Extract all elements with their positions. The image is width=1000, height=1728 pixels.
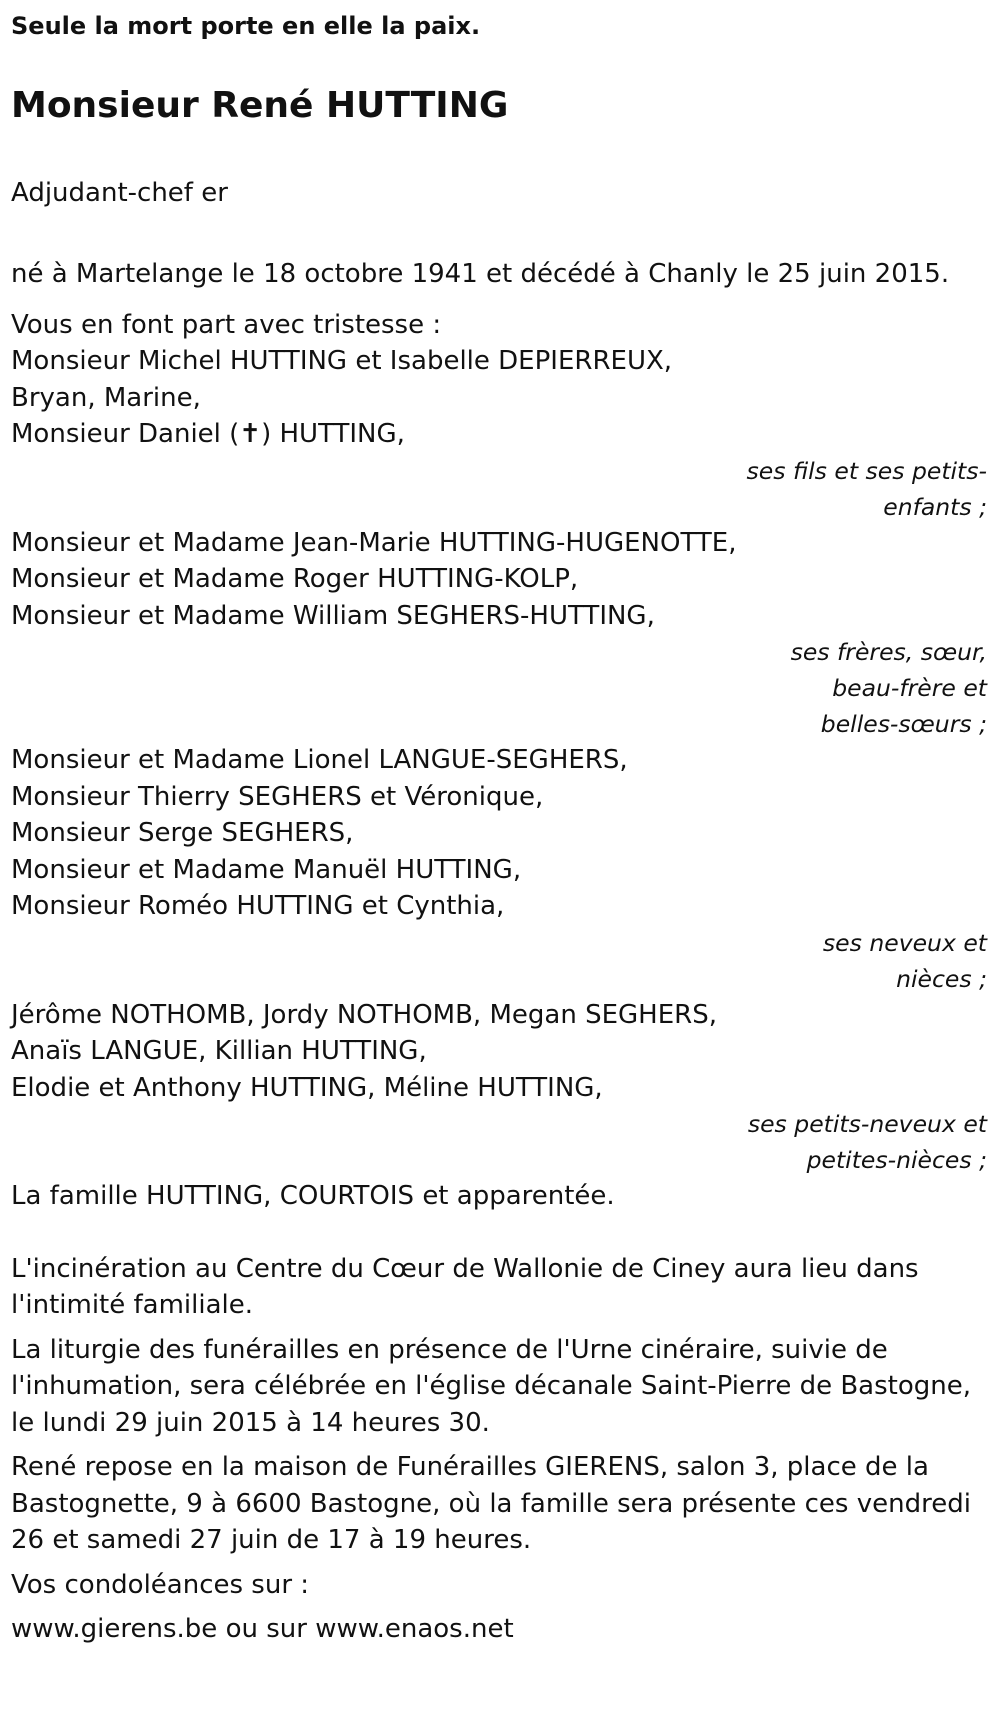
relation-label: ses petits-neveux et petites-nièces ; (747, 1110, 987, 1174)
relation-label: ses neveux et nièces ; (822, 928, 987, 993)
family-member-line: Monsieur et Madame Jean-Marie HUTTING-HUGENOTTE, (11, 527, 737, 558)
condolences-links[interactable]: www.gierens.be ou sur www.enaos.net (11, 1614, 514, 1644)
family-member-line: Monsieur et Madame Manuël HUTTING, (11, 854, 522, 885)
epigraph: Seule la mort porte en elle la paix. (11, 12, 481, 40)
family-group-siblings (11, 525, 991, 743)
family-member-line: Monsieur Thierry SEGHERS et Véronique, (11, 781, 544, 812)
family-member-line: Monsieur Michel HUTTING et Isabelle DEPIERREUX, (11, 346, 673, 376)
family-member-line: Jérôme NOTHOMB, Jordy NOTHOMB, Megan SEGHERS, (11, 999, 717, 1030)
family-member-line: Monsieur Daniel (✝) HUTTING, (11, 419, 405, 449)
deceased-name: Monsieur René HUTTING (11, 85, 509, 126)
deceased-rank: Adjudant-chef er (11, 178, 228, 208)
intro-line: Vous en font part avec tristesse : (11, 309, 442, 340)
family-member-line: Elodie et Anthony HUTTING, Méline HUTTING, (11, 1072, 603, 1103)
cremation-paragraph: L'incinération au Centre du Cœur de Wallonie de Ciney aura lieu dans l'intimité familiale. (11, 1253, 919, 1320)
family-member-line: Monsieur Roméo HUTTING et Cynthia, (11, 891, 505, 921)
repose-paragraph: René repose en la maison de Funérailles GIERENS, salon 3, place de la Bastognette, 9 à 6600 Bastogne, où la famille sera présente ces vendredi 26 et samedi 27 juin de 17 à 19 heures. (11, 1452, 971, 1555)
relation-label: ses frères, sœur, beau-frère et belles-sœurs ; (790, 638, 987, 738)
family-member-line: Bryan, Marine, (11, 382, 201, 413)
family-member-line: Monsieur Serge SEGHERS, (11, 818, 354, 848)
family-member-line: Monsieur et Madame Lionel LANGUE-SEGHERS, (11, 745, 628, 775)
family-member-line: Monsieur et Madame William SEGHERS-HUTTING, (11, 600, 655, 631)
family-group-sons (11, 343, 991, 525)
liturgy-paragraph: La liturgie des funérailles en présence de l'Urne cinéraire, suivie de l'inhumation, sera célébrée en l'église décanale Saint-Pierre de Bastogne, le lundi 29 juin 2015 à 14 heures 30. (11, 1334, 972, 1438)
family-group-nephews (11, 742, 991, 997)
birth-death-line: né à Martelange le 18 octobre 1941 et décédé à Chanly le 25 juin 2015. (11, 259, 950, 289)
condolences-label: Vos condoléances sur : (11, 1569, 310, 1600)
announcement-body (11, 256, 991, 1648)
family-line: La famille HUTTING, COURTOIS et apparentée. (11, 1181, 615, 1211)
relation-label: ses fils et ses petits- enfants ; (746, 456, 987, 521)
family-member-line: Anaïs LANGUE, Killian HUTTING, (11, 1036, 427, 1066)
family-group-grandnephews (11, 997, 991, 1179)
family-member-line: Monsieur et Madame Roger HUTTING-KOLP, (11, 564, 579, 594)
